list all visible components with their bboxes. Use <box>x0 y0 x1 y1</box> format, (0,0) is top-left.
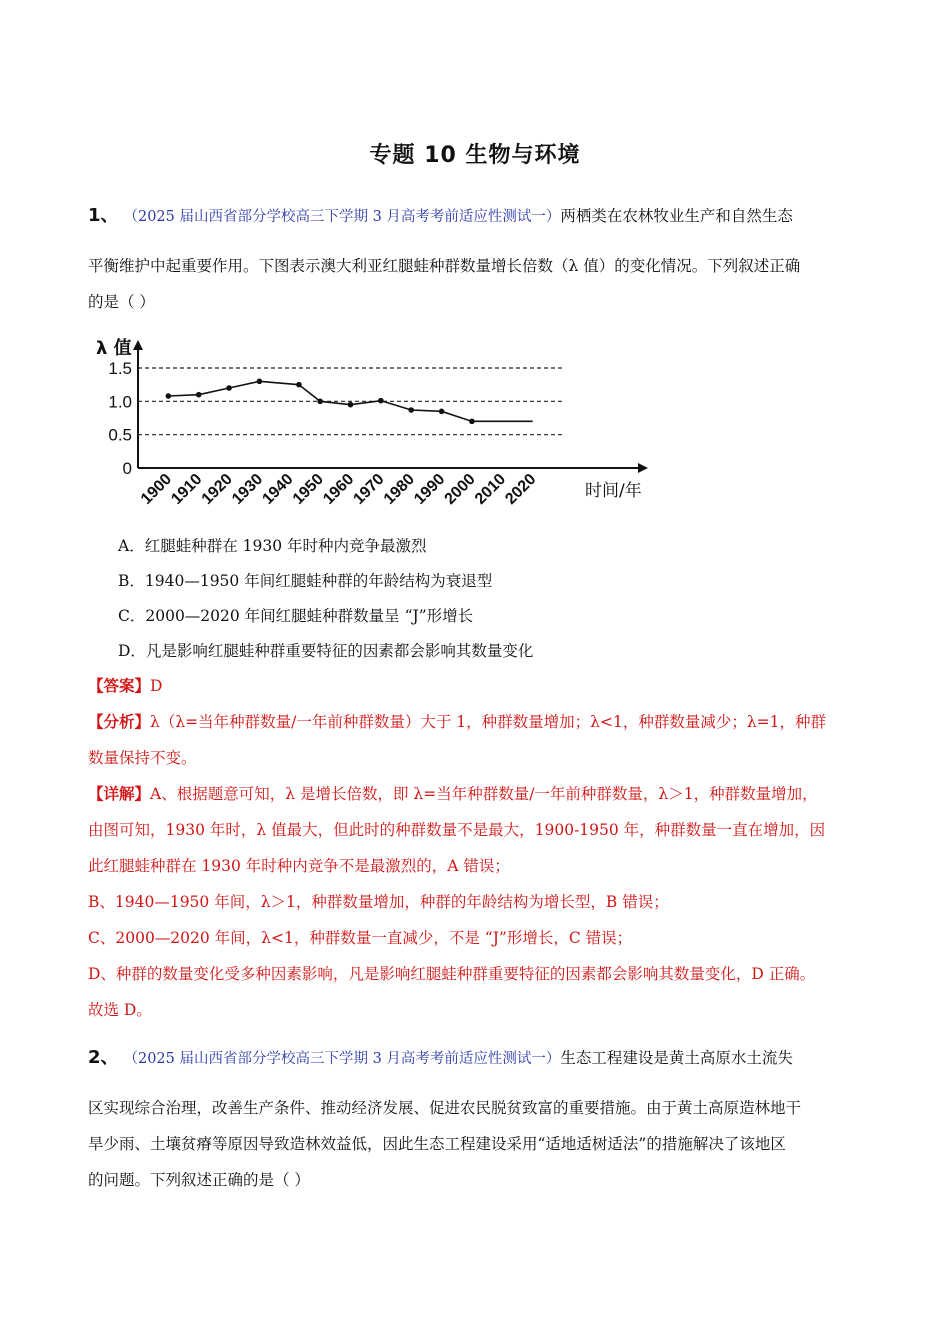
q1-detail-line1 <box>88 776 878 812</box>
q1-number: 1、 <box>88 205 119 226</box>
x-tick-label-0: 1900 <box>137 470 176 508</box>
x-tick-label-9: 1990 <box>411 470 449 508</box>
y-tick-label-1: 1.0 <box>108 392 132 412</box>
q2-number: 2、 <box>88 1047 119 1068</box>
x-tick-label-8: 1980 <box>380 470 419 508</box>
data-point-9 <box>439 409 445 415</box>
x-tick-label-12: 2020 <box>502 470 540 508</box>
q2-stem-line1 <box>88 1040 868 1077</box>
data-point-7 <box>378 398 384 404</box>
analysis-tag: 【分析】 <box>88 712 151 731</box>
x-axis-label: 时间/年 <box>585 481 642 501</box>
x-tick-label-4: 1940 <box>259 470 297 508</box>
analysis-text-1: λ（λ=当年种群数量/一年前种群数量）大于 1，种群数量增加；λ<1，种群数量减少；λ=1，种群 <box>150 713 827 731</box>
x-tick-label-2: 1920 <box>198 470 236 508</box>
data-point-3 <box>257 379 263 385</box>
detail-tag: 【详解】 <box>88 784 151 803</box>
answer-value: D <box>150 677 163 695</box>
q1-detail-line5: C、2000—2020 年间，λ<1，种群数量一直减少，不是 “J”形增长，C 错误； <box>88 929 633 947</box>
q1-source: （2025 届山西省部分学校高三下学期 3 月高考考前适应性测试一） <box>123 209 561 225</box>
x-tick-label-7: 1970 <box>350 470 388 508</box>
data-point-0 <box>166 393 172 399</box>
y-axis-arrow <box>133 340 143 350</box>
y-tick-label-3: 0 <box>122 459 132 478</box>
q1-analysis-line1 <box>88 704 878 740</box>
y-tick-label-2: 0.5 <box>108 425 132 445</box>
q2-stem-line3: 旱少雨、土壤贫瘠等原因导致造林效益低，因此生态工程建设采用“适地适树适法”的措施解决了该地区 <box>88 1135 786 1153</box>
q2-stem-line2: 区实现综合治理，改善生产条件、推动经济发展、促进农民脱贫致富的重要措施。由于黄土高原造林地干 <box>88 1099 802 1117</box>
q1-option-b: B．1940—1950 年间红腿蛙种群的年龄结构为衰退型 <box>118 572 493 590</box>
q1-answer <box>88 668 878 704</box>
q1-option-a: A．红腿蛙种群在 1930 年时种内竞争最激烈 <box>118 537 427 555</box>
q1-option-c: C．2000—2020 年间红腿蛙种群数量呈 “J”形增长 <box>118 607 474 625</box>
x-tick-label-5: 1950 <box>289 470 327 508</box>
q1-option-d: D．凡是影响红腿蛙种群重要特征的因素都会影响其数量变化 <box>118 642 534 660</box>
answer-tag: 【答案】 <box>88 676 151 695</box>
data-point-2 <box>226 385 232 391</box>
x-tick-label-11: 2010 <box>471 470 510 508</box>
x-axis-arrow <box>638 463 648 473</box>
x-tick-label-1: 1910 <box>168 470 206 508</box>
q1-detail-line2: 由图可知，1930 年时，λ 值最大，但此时的种群数量不是最大，1900-1950 年，种群数量一直在增加，因 <box>88 821 826 839</box>
q1-detail-line4: B、1940—1950 年间，λ＞1，种群数量增加，种群的年龄结构为增长型，B 错误； <box>88 893 669 911</box>
q1-detail-line6: D、种群的数量变化受多种因素影响，凡是影响红腿蛙种群重要特征的因素都会影响其数量变化，D 正确。 <box>88 965 816 983</box>
data-point-6 <box>348 402 354 408</box>
q1-stem-line2: 平衡维护中起重要作用。下图表示澳大利亚红腿蛙种群数量增长倍数（λ 值）的变化情况。下列叙述正确 <box>88 257 801 275</box>
x-tick-label-3: 1930 <box>229 470 267 508</box>
y-tick-label-0: 1.5 <box>108 359 132 378</box>
q1-stem-line3: 的是（ ） <box>88 293 155 311</box>
y-axis-label: λ 值 <box>96 338 132 359</box>
q2-stem-part1: 生态工程建设是黄土高原水土流失 <box>560 1049 793 1067</box>
q1-stem-line1 <box>88 198 868 235</box>
x-tick-label-10: 2000 <box>441 470 479 508</box>
q2-stem-line4: 的问题。下列叙述正确的是（ ） <box>88 1171 310 1189</box>
q1-analysis-line2: 数量保持不变。 <box>88 749 197 767</box>
data-point-5 <box>317 399 323 405</box>
q1-stem-part1: 两栖类在农林牧业生产和自然生态 <box>560 207 793 225</box>
data-point-8 <box>408 407 414 413</box>
lambda-line-chart <box>88 330 668 510</box>
q2-source: （2025 届山西省部分学校高三下学期 3 月高考考前适应性测试一） <box>123 1051 561 1067</box>
x-tick-label-6: 1960 <box>320 470 358 508</box>
detail-text-0: A、根据题意可知，λ 是增长倍数，即 λ=当年种群数量/一年前种群数量，λ＞1，种群数量增加， <box>150 785 818 803</box>
q1-detail-line7: 故选 D。 <box>88 1001 152 1019</box>
data-point-10 <box>469 419 475 425</box>
data-point-4 <box>296 382 302 388</box>
data-point-1 <box>196 392 202 398</box>
q1-detail-line3: 此红腿蛙种群在 1930 年时种内竞争不是最激烈的，A 错误； <box>88 857 510 875</box>
page-title: 专题 10 生物与环境 <box>369 143 581 168</box>
